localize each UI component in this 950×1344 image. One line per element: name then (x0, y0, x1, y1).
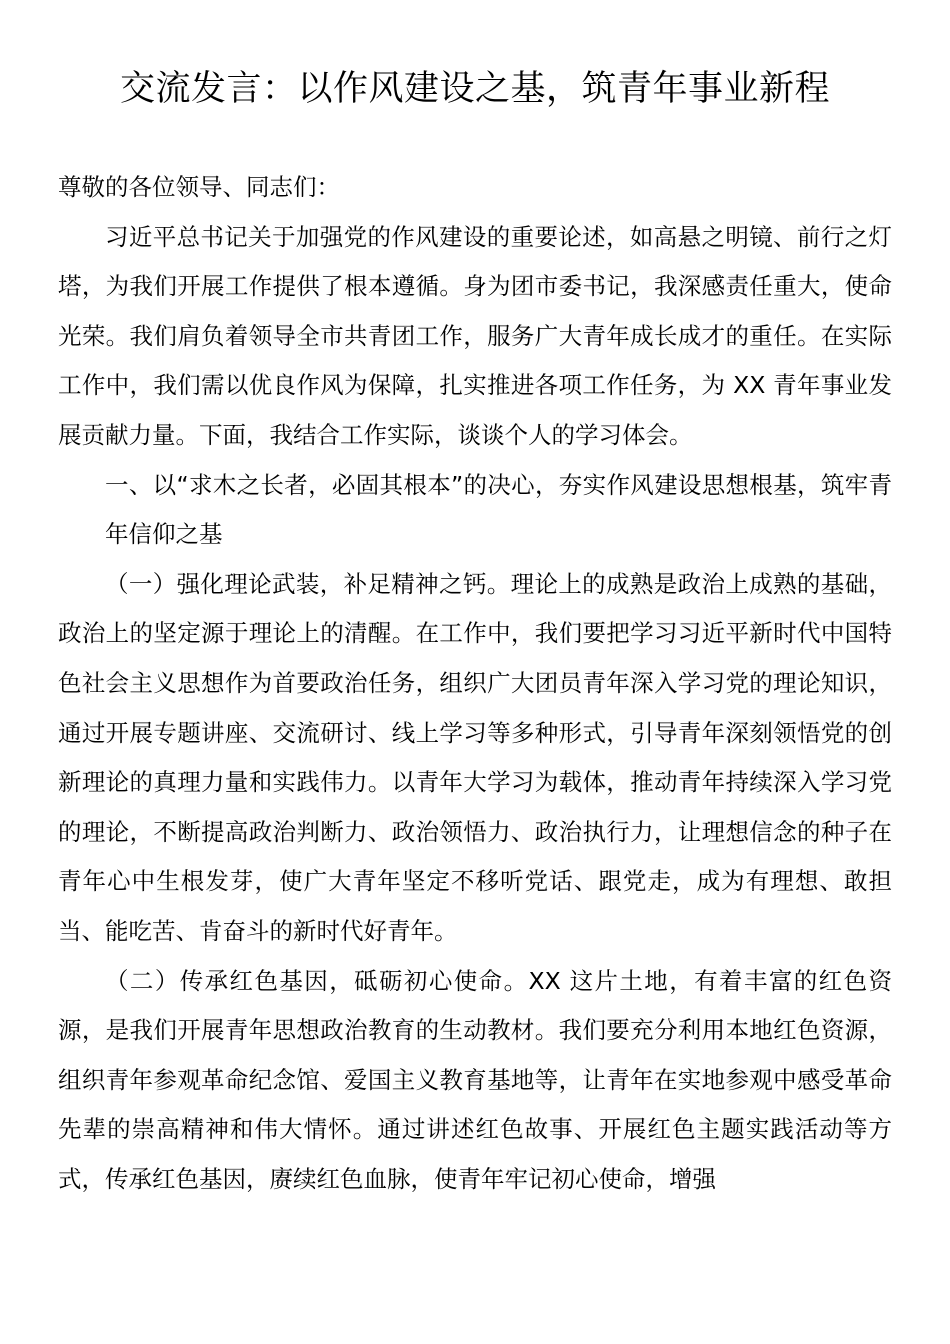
section-heading-1: 一、以“求木之长者，必固其根本”的决心，夯实作风建设思想根基，筑牢青年信仰之基 (105, 470, 892, 549)
document-body (58, 163, 892, 1204)
subsection-paragraph-2: （二）传承红色基因，砥砺初心使命。XX 这片土地，有着丰富的红色资源，是我们开展青年思想政治教育的生动教材。我们要充分利用本地红色资源，组织青年参观革命纪念馆、爱国主义教育基地等，让青年在实地参观中感受革命先辈的崇高精神和伟大情怀。通过讲述红色故事、开展红色主题实践活动等方式，传承红色基因，赓续红色血脉，使青年牢记初心使命，增强 (58, 966, 892, 1193)
document-title: 交流发言：以作风建设之基，筑青年事业新程 (119, 69, 830, 109)
intro-paragraph: 习近平总书记关于加强党的作风建设的重要论述，如高悬之明镜、前行之灯塔，为我们开展工作提供了根本遵循。身为团市委书记，我深感责任重大，使命光荣。我们肩负着领导全市共青团工作，服务广大青年成长成才的重任。在实际工作中，我们需以优良作风为保障，扎实推进各项工作任务，为 XX 青年事业发展贡献力量。下面，我结合工作实际，谈谈个人的学习体会。 (58, 222, 892, 449)
salutation: 尊敬的各位领导、同志们： (58, 173, 340, 201)
subsection-paragraph-1: （一）强化理论武装，补足精神之钙。理论上的成熟是政治上成熟的基础，政治上的坚定源于理论上的清醒。在工作中，我们要把学习习近平新时代中国特色社会主义思想作为首要政治任务，组织广大团员青年深入学习党的理论知识，通过开展专题讲座、交流研讨、线上学习等多种形式，引导青年深刻领悟党的创新理论的真理力量和实践伟力。以青年大学习为载体，推动青年持续深入学习党的理论，不断提高政治判断力、政治领悟力、政治执行力，让理想信念的种子在青年心中生根发芽，使广大青年坚定不移听党话、跟党走，成为有理想、敢担当、能吃苦、肯奋斗的新时代好青年。 (58, 569, 892, 945)
